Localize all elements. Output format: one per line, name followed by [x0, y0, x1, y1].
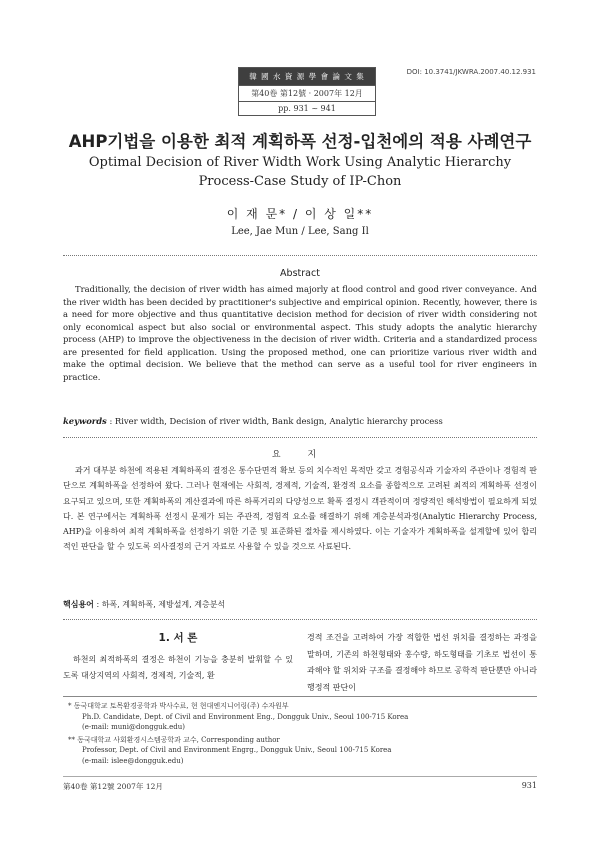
abstract-text: Traditionally, the decision of river width has aimed majorly at flood control and good river conveyance. And the river width has been decided by practitioner's subjective and empirical opinion. Recently, however, there is a need for more objective and thus quantitative decision method for decision of river width considering not only economical aspect but also social or environmental aspect. This study adopts the analytic hierarchy process (AHP) to improve the objectiveness in the decision of river width. Criteria and a standardized process are presented for field application. Using the proposed method, one can prioritize various river width and make the optimal decision. We believe that the method can serve as a useful tool for river engineers in practice. — [63, 284, 537, 382]
journal-pages: pp. 931 ~ 941 — [239, 101, 375, 115]
korean-keywords-label: 핵심용어 — [63, 600, 94, 609]
body-paragraph: 하천의 최적하폭의 결정은 하천이 기능을 충분히 발휘할 수 있도록 대상지역의 사회적, 경제적, 기술적, 환 — [63, 654, 293, 680]
title-english-line-2: Process-Case Study of IP-Chon — [198, 174, 402, 189]
body-column-right — [307, 630, 537, 696]
divider — [63, 437, 537, 438]
footnote-line: Ph.D. Candidate, Dept. of Civil and Environment Eng., Dongguk Univ., Seoul 100-715 Korea — [82, 712, 409, 721]
divider — [63, 619, 537, 620]
korean-abstract-heading: 요 지 — [271, 450, 329, 460]
title-korean: AHP기법을 이용한 최적 계획하폭 선정-입천에의 적용 사례연구 — [68, 132, 532, 151]
footnote-email: (e-mail: muni@dongguk.edu) — [82, 723, 186, 732]
footnote-line: ** 동국대학교 사회환경시스템공학과 교수, Corresponding author — [68, 735, 280, 744]
footnote-author-2 — [68, 735, 408, 767]
page-number: 931 — [521, 781, 537, 790]
footnote-rule — [63, 696, 537, 697]
title-english-line-1: Optimal Decision of River Width Work Using Analytic Hierarchy — [88, 155, 512, 170]
journal-volume-issue: 第40卷 第12號 · 2007年 12月 — [239, 85, 375, 101]
footnote-line: Professor, Dept. of Civil and Environment Engrg., Dongguk Univ., Seoul 100-715 Korea — [82, 746, 392, 755]
body-paragraph: 경적 조건을 고려하여 가장 적합한 법선 위치를 결정하는 과정을 말하며, 기존의 하천형태와 홍수량, 하도형태를 기초로 법선이 통과해야 할 위치와 구조를 결정해야 하므로 공학적 판단뿐만 아니라 행정적 판단이 — [307, 633, 537, 692]
doi: DOI: 10.3741/JKWRA.2007.40.12.931 — [406, 68, 536, 76]
keywords — [63, 416, 537, 426]
body-column-left — [63, 630, 293, 685]
keywords-text: : River width, Decision of river width, Bank design, Analytic hierarchy process — [106, 416, 443, 426]
keywords-label: keywords — [63, 416, 107, 426]
footnote-line: * 동국대학교 토목환경공학과 박사수료, 현 현대엔지니어링(주) 수자원부 — [68, 702, 289, 710]
korean-keywords — [63, 599, 225, 610]
footnote-email: (e-mail: islee@dongguk.edu) — [82, 756, 184, 765]
korean-keywords-text: : 하폭, 계획하폭, 제방설계, 계층분석 — [93, 600, 226, 609]
footnote-author-1 — [68, 701, 408, 733]
footnotes — [68, 701, 408, 769]
abstract-heading: Abstract — [280, 268, 320, 279]
title-english — [40, 153, 560, 191]
footer-journal-issue: 第40卷 第12號 2007年 12月 — [63, 782, 163, 791]
korean-abstract-text: 과거 대부분 하천에 적용된 계획하폭의 결정은 통수단면적 확보 등의 치수적인 목적만 갖고 경험공식과 기술자의 주관이나 경험적 판단으로 계획하폭을 선정하여 왔다. 그러나 현재에는 사회적, 경제적, 기술적, 환경적 요소를 종합적으로 고려된 최적의 계획하폭 선정이 요구되고 있으며, 또한 계획하폭의 계산결과에 따른 하폭거리의 다양성으로 확폭 결정시 객관적이며 정량적인 해석방법이 필요하게 되었다. 본 연구에서는 계획하폭 선정시 문제가 되는 주관적, 경험적 요소를 해결하기 위해 계층분석과정(Analytic Hierarchy Process, AHP)을 이용하여 최적 계획하폭을 선정하기 위한 기준 및 표준화된 절차를 제시하였다. 이는 기술자가 계획하폭을 설계할에 있어 합리적인 판단을 할 수 있도록 의사결정의 근거 자료로 사용할 수 있을 것으로 사료된다. — [63, 466, 537, 552]
footer-rule — [63, 776, 537, 777]
journal-name: 韓 國 水 資 源 學 會 論 文 集 — [239, 68, 375, 85]
section-heading-introduction: 1. 서 론 — [158, 632, 198, 644]
journal-info-box — [238, 67, 376, 116]
divider — [63, 255, 537, 256]
authors-korean: 이 재 문* / 이 상 일** — [226, 207, 374, 221]
authors-english: Lee, Jae Mun / Lee, Sang Il — [231, 226, 369, 237]
